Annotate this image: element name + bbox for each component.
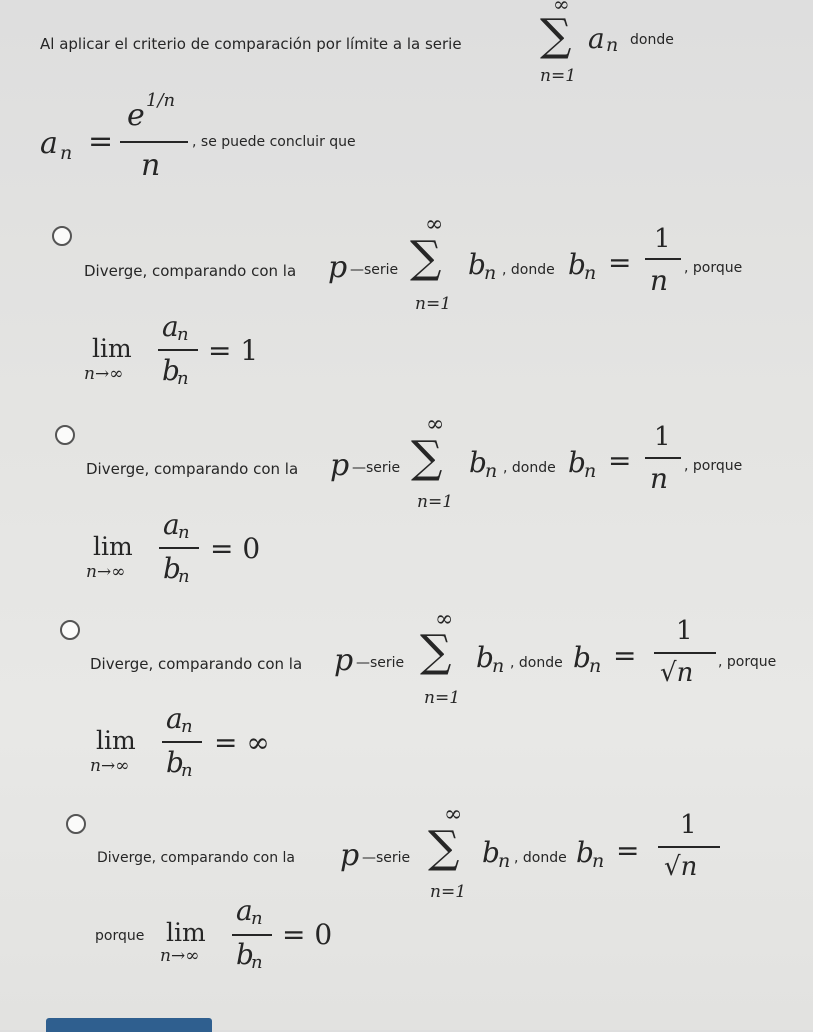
option-1-ratio-num-sub: n	[177, 324, 189, 345]
option-3-sigma-icon: ∑	[420, 626, 452, 677]
an-denominator: n	[141, 148, 161, 183]
option-2-sum-upper: ∞	[426, 412, 445, 437]
an-fraction-bar	[120, 141, 188, 143]
option-4-bn: b	[576, 836, 594, 869]
option-3-bn-sub: n	[589, 655, 602, 677]
question-sum-term: a	[588, 22, 605, 55]
option-4-donde-text: , donde	[514, 850, 567, 866]
option-1-lim-sub: n→∞	[84, 364, 124, 384]
option-3-result: = ∞	[214, 726, 270, 759]
option-2-frac-den: n	[650, 462, 669, 495]
option-4-sum-lower: n=1	[430, 882, 467, 902]
option-3-donde-text: , donde	[510, 655, 563, 671]
option-1-sum-upper: ∞	[425, 212, 444, 237]
option-3-ratio-num: a	[166, 702, 183, 735]
option-3-ratio-den-sub: n	[181, 760, 193, 781]
option-2-frac-bar	[645, 457, 681, 459]
option-4-sum-term: b	[482, 836, 500, 869]
option-3-frac-num: 1	[676, 616, 693, 646]
option-1-sum-index: n	[484, 262, 497, 284]
option-2-p: p	[330, 448, 350, 483]
option-2-sum-lower: n=1	[417, 492, 454, 512]
option-2-sum-index: n	[485, 460, 498, 482]
option-4-ratio-den: b	[236, 938, 254, 971]
option-4-ratio-num: a	[236, 894, 253, 927]
option-4-sum-upper: ∞	[444, 802, 463, 827]
option-1-frac-num: 1	[654, 224, 671, 254]
option-2-bn: b	[568, 446, 586, 479]
option-3-sum-upper: ∞	[435, 607, 454, 632]
option-3-equals: =	[613, 639, 637, 672]
option-1-dash-serie: —serie	[350, 262, 399, 278]
option-3-porque-text: , porque	[718, 654, 777, 670]
option-4-dash-serie: —serie	[362, 850, 411, 866]
option-2-ratio-num: a	[163, 508, 180, 541]
option-2-lim-sub: n→∞	[86, 562, 126, 582]
option-3-frac-den: √n	[660, 658, 694, 688]
option-4-lim-sub: n→∞	[160, 946, 200, 966]
option-1-sum-lower: n=1	[415, 294, 452, 314]
an-numerator-exponent: 1/n	[146, 90, 176, 111]
option-3-ratio-num-sub: n	[181, 716, 193, 737]
option-3-sum-term: b	[476, 641, 494, 674]
option-3-frac-bar	[654, 652, 716, 654]
option-4-radio[interactable]	[66, 814, 86, 834]
question-sigma-icon: ∑	[540, 10, 572, 61]
option-2-result: = 0	[210, 532, 261, 565]
option-3-p: p	[334, 643, 354, 678]
option-2-equals: =	[608, 444, 632, 477]
option-4-sum-index: n	[498, 850, 511, 872]
option-3-lim: lim	[96, 726, 136, 755]
an-equals: =	[88, 124, 114, 159]
option-3-dash-serie: —serie	[356, 655, 405, 671]
option-2-radio[interactable]	[55, 425, 75, 445]
option-1-bn: b	[568, 248, 586, 281]
option-1-porque-text: , porque	[684, 260, 743, 276]
option-1-ratio-den: b	[162, 354, 180, 387]
option-3-text: Diverge, comparando con la	[90, 655, 303, 673]
option-1-ratio-num: a	[162, 310, 179, 343]
option-3-sum-lower: n=1	[424, 688, 461, 708]
an-lhs-sub: n	[60, 142, 73, 164]
option-4-text: Diverge, comparando con la	[97, 850, 296, 866]
option-3-ratio-den: b	[166, 746, 184, 779]
an-numerator-base: e	[127, 98, 145, 133]
option-1-frac-bar	[645, 258, 681, 260]
option-2-bn-sub: n	[584, 460, 597, 482]
option-3-ratio-bar	[162, 741, 202, 743]
option-4-frac-num: 1	[680, 810, 697, 840]
question-donde-text: donde	[630, 32, 674, 48]
question-intro-text: Al aplicar el criterio de comparación por límite a la serie	[40, 35, 462, 53]
option-4-ratio-bar	[232, 934, 272, 936]
option-2-frac-num: 1	[654, 422, 671, 452]
option-4-frac-bar	[658, 846, 720, 848]
option-1-text: Diverge, comparando con la	[84, 262, 297, 280]
option-2-sigma-icon: ∑	[411, 432, 443, 483]
option-1-p: p	[328, 250, 348, 285]
option-2-sum-term: b	[469, 446, 487, 479]
option-4-ratio-den-sub: n	[251, 952, 263, 973]
option-1-result: = 1	[208, 334, 259, 367]
option-2-ratio-num-sub: n	[178, 522, 190, 543]
option-2-porque-text: , porque	[684, 458, 743, 474]
option-4-frac-den: √n	[664, 852, 698, 882]
question-sum-index: n	[606, 34, 619, 56]
option-1-ratio-den-sub: n	[177, 368, 189, 389]
option-3-lim-sub: n→∞	[90, 756, 130, 776]
option-3-bn: b	[573, 641, 591, 674]
option-1-radio[interactable]	[52, 226, 72, 246]
option-4-bn-sub: n	[592, 850, 605, 872]
option-1-lim: lim	[92, 334, 132, 363]
option-2-ratio-den-sub: n	[178, 566, 190, 587]
option-1-bn-sub: n	[584, 262, 597, 284]
option-4-equals: =	[616, 834, 640, 867]
option-3-radio[interactable]	[60, 620, 80, 640]
an-lhs: a	[40, 126, 58, 161]
option-4-porque-text: porque	[95, 928, 145, 944]
option-2-lim: lim	[93, 532, 133, 561]
question-sum-upper: ∞	[553, 0, 570, 16]
question-conclude-text: , se puede concluir que	[192, 134, 356, 150]
option-2-ratio-den: b	[163, 552, 181, 585]
option-1-sum-term: b	[468, 248, 486, 281]
option-4-ratio-num-sub: n	[251, 908, 263, 929]
option-1-equals: =	[608, 246, 632, 279]
option-1-ratio-bar	[158, 349, 198, 351]
option-2-donde-text: , donde	[503, 460, 556, 476]
option-3-sum-index: n	[492, 655, 505, 677]
option-4-result: = 0	[282, 918, 333, 951]
option-2-dash-serie: —serie	[352, 460, 401, 476]
option-4-sigma-icon: ∑	[428, 822, 460, 873]
option-2-ratio-bar	[159, 547, 199, 549]
option-2-text: Diverge, comparando con la	[86, 460, 299, 478]
option-1-donde-text: , donde	[502, 262, 555, 278]
option-4-lim: lim	[166, 918, 206, 947]
option-1-frac-den: n	[650, 264, 669, 297]
option-4-p: p	[340, 838, 360, 873]
question-sum-lower: n=1	[540, 66, 577, 86]
option-1-sigma-icon: ∑	[410, 232, 442, 283]
